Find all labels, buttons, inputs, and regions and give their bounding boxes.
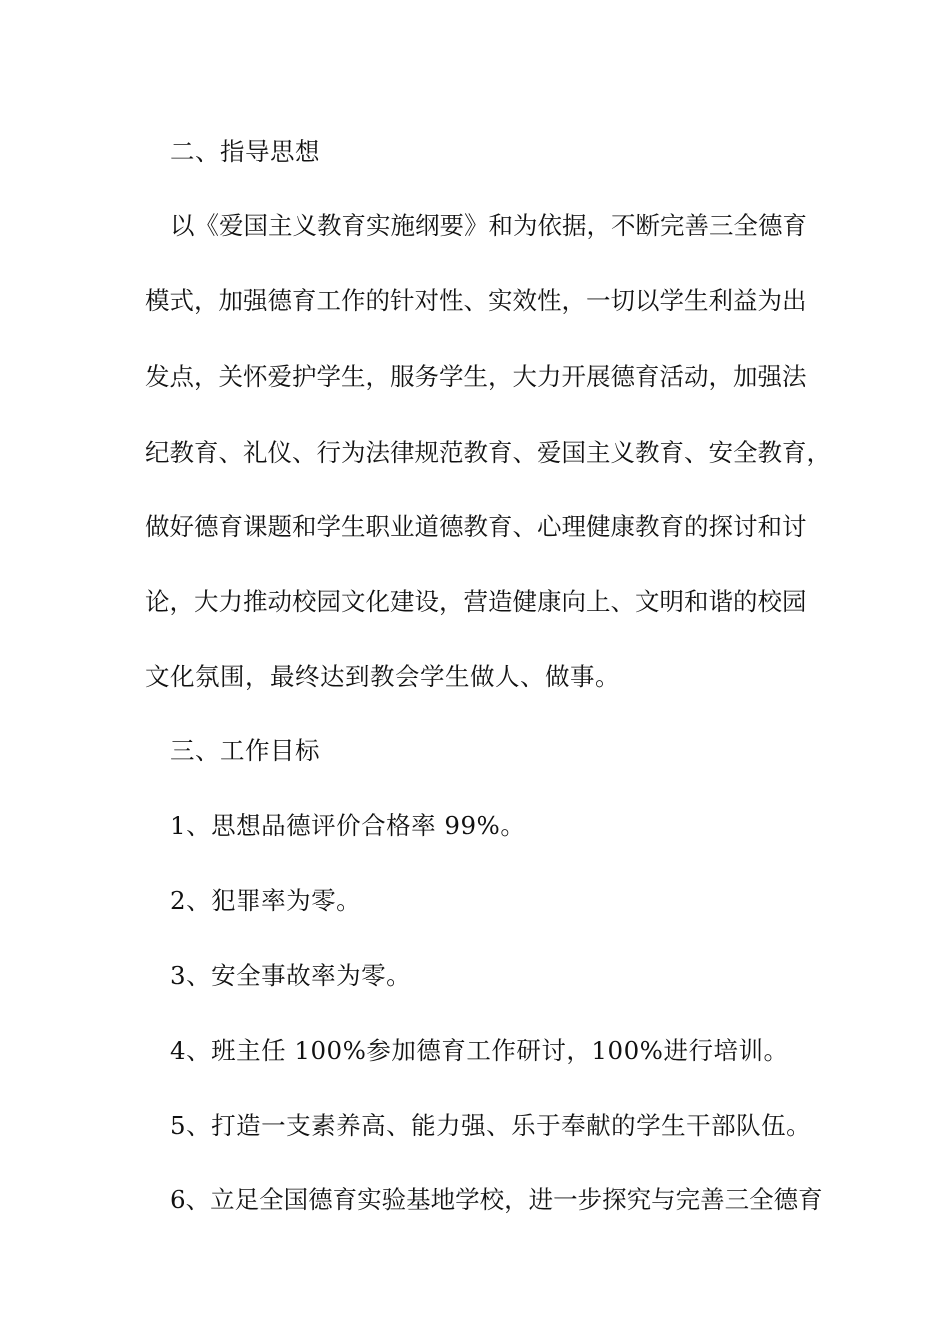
paragraph-line: 以《爱国主义教育实施纲要》和为依据，不断完善三全德育 [170, 211, 807, 240]
goal-item: 5、打造一支素养高、能力强、乐于奉献的学生干部队伍。 [170, 1111, 812, 1140]
section-heading-guiding-thought: 二、指导思想 [170, 137, 320, 166]
goal-item: 3、安全事故率为零。 [170, 961, 412, 990]
paragraph-line: 做好德育课题和学生职业道德教育、心理健康教育的探讨和讨 [145, 512, 807, 541]
section-heading-work-goals: 三、工作目标 [170, 736, 320, 765]
paragraph-line: 纪教育、礼仪、行为法律规范教育、爱国主义教育、安全教育， [145, 438, 831, 467]
paragraph-line: 模式，加强德育工作的针对性、实效性，一切以学生利益为出 [145, 286, 807, 315]
goal-item: 2、犯罪率为零。 [170, 886, 362, 915]
goal-item: 6、立足全国德育实验基地学校，进一步探究与完善三全德育 [170, 1185, 823, 1214]
goal-item: 4、班主任 100%参加德育工作研讨，100%进行培训。 [170, 1036, 789, 1065]
goal-item: 1、思想品德评价合格率 99%。 [170, 811, 526, 840]
paragraph-line: 文化氛围，最终达到教会学生做人、做事。 [145, 662, 620, 691]
paragraph-line: 论，大力推动校园文化建设，营造健康向上、文明和谐的校园 [145, 587, 807, 616]
paragraph-line: 发点，关怀爱护学生，服务学生，大力开展德育活动，加强法 [145, 362, 807, 391]
